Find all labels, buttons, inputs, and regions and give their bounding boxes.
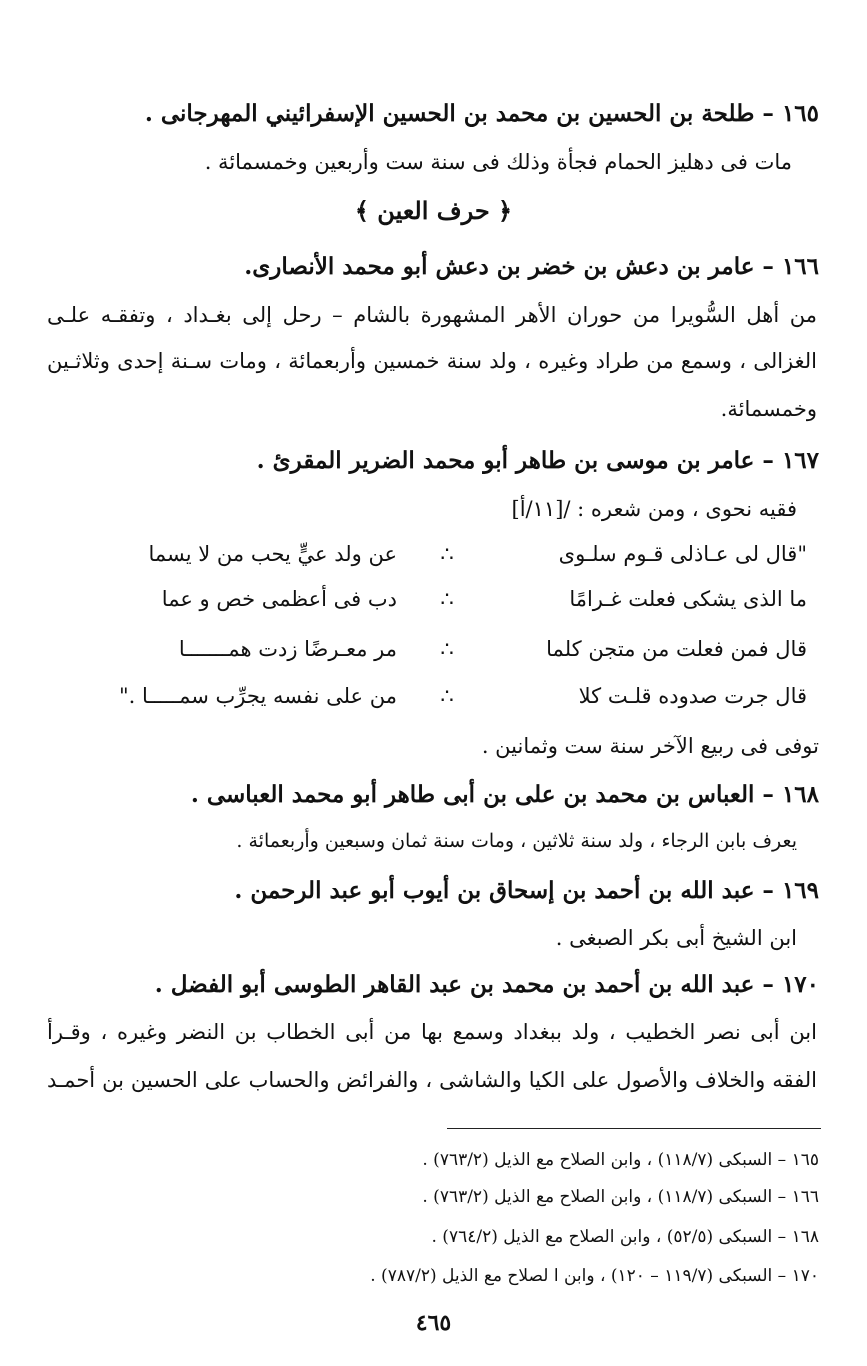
entry-166-text-line-1: من أهل السُّويرا من حوران الأهر المشهورة بالشام – رحل إلى بغـداد ، وتفقـه علـى — [47, 303, 817, 327]
entry-166-heading: ١٦٦ – عامر بن دعش بن خضر بن دعش أبو محمد الأنصارى. — [244, 253, 819, 280]
verse-second-hemistich: مر معـرضًا زدت همـــــــا — [178, 637, 397, 661]
verse-first-hemistich: قال فمن فعلت من متجن كلما — [546, 637, 807, 661]
entry-165-heading: ١٦٥ – طلحة بن الحسين بن محمد بن الحسين الإسفرائيني المهرجانى . — [144, 100, 819, 127]
footnote: ١٦٦ – السبكى (١١٨/٧) ، وابن الصلاح مع الذيل (٧٦٣/٢) . — [422, 1187, 819, 1207]
entry-168-heading: ١٦٨ – العباس بن محمد بن على بن أبى طاهر أبو محمد العباسى . — [190, 781, 819, 808]
verse-first-hemistich: ما الذى يشكى فعلت غـرامًا — [569, 587, 807, 611]
entry-166-text-line-3: وخمسمائة. — [720, 397, 817, 421]
verse-second-hemistich: من على نفسه يجرِّب سمـــــا ." — [118, 684, 397, 708]
entry-167-death: توفى فى ربيع الآخر سنة ست وثمانين . — [481, 734, 819, 758]
footnote-rule — [447, 1128, 821, 1129]
entry-167-heading: ١٦٧ – عامر بن موسى بن طاهر أبو محمد الضرير المقرئ . — [256, 447, 819, 474]
entry-166-text-line-2: الغزالى ، وسمع من طراد وغيره ، ولد سنة خمسين وأربعمائة ، ومات سـنة إحدى وثلاثـين — [47, 349, 817, 373]
verse-separator: ∴ — [440, 684, 454, 708]
section-title: ﴿ حرف العين ﴾ — [354, 196, 513, 225]
footnote: ١٧٠ – السبكى (١١٩/٧ – ١٢٠) ، وابن ا لصلاح مع الذيل (٧٨٧/٢) . — [370, 1266, 819, 1286]
verse-row — [107, 542, 807, 582]
verse-first-hemistich: قال جرت صدوده قلـت كلا — [578, 684, 807, 708]
entry-165-text: مات فى دهليز الحمام فجأة وذلك فى سنة ست وأربعين وخمسمائة . — [204, 150, 792, 174]
footnote: ١٦٥ – السبكى (١١٨/٧) ، وابن الصلاح مع الذيل (٧٦٣/٢) . — [422, 1150, 819, 1170]
verse-row — [107, 637, 807, 677]
verse-second-hemistich: دب فى أعظمى خص و عما — [161, 587, 397, 611]
entry-167-text: فقيه نحوى ، ومن شعره : /[١١/أ] — [511, 497, 797, 521]
entry-169-heading: ١٦٩ – عبد الله بن أحمد بن إسحاق بن أيوب أبو عبد الرحمن . — [234, 877, 819, 904]
page-number: ٤٦٥ — [415, 1310, 452, 1336]
verse-separator: ∴ — [440, 587, 454, 611]
verse-first-hemistich: "قال لى عـاذلى قـوم سلـوى — [558, 542, 807, 566]
footnote: ١٦٨ – السبكى (٥٢/٥) ، وابن الصلاح مع الذيل (٧٦٤/٢) . — [431, 1227, 819, 1247]
verse-separator: ∴ — [440, 542, 454, 566]
entry-169-text: ابن الشيخ أبى بكر الصبغى . — [555, 926, 797, 950]
verse-separator: ∴ — [440, 637, 454, 661]
entry-170-heading: ١٧٠ – عبد الله بن أحمد بن محمد بن عبد القاهر الطوسى أبو الفضل . — [154, 971, 819, 998]
entry-170-text-line-2: الفقه والخلاف والأصول على الكيا والشاشى ، والفرائض والحساب على الحسين بن أحمـد — [47, 1068, 817, 1092]
verse-row — [107, 587, 807, 627]
entry-170-text-line-1: ابن أبى نصر الخطيب ، ولد ببغداد وسمع بها من أبى الخطاب بن النضر وغيره ، وقـرأ — [47, 1020, 817, 1044]
verse-second-hemistich: عن ولد عيٍّ يحب من لا يسما — [148, 542, 397, 566]
verse-row — [107, 684, 807, 724]
entry-168-text: يعرف بابن الرجاء ، ولد سنة ثلاثين ، ومات سنة ثمان وسبعين وأربعمائة . — [236, 830, 797, 852]
